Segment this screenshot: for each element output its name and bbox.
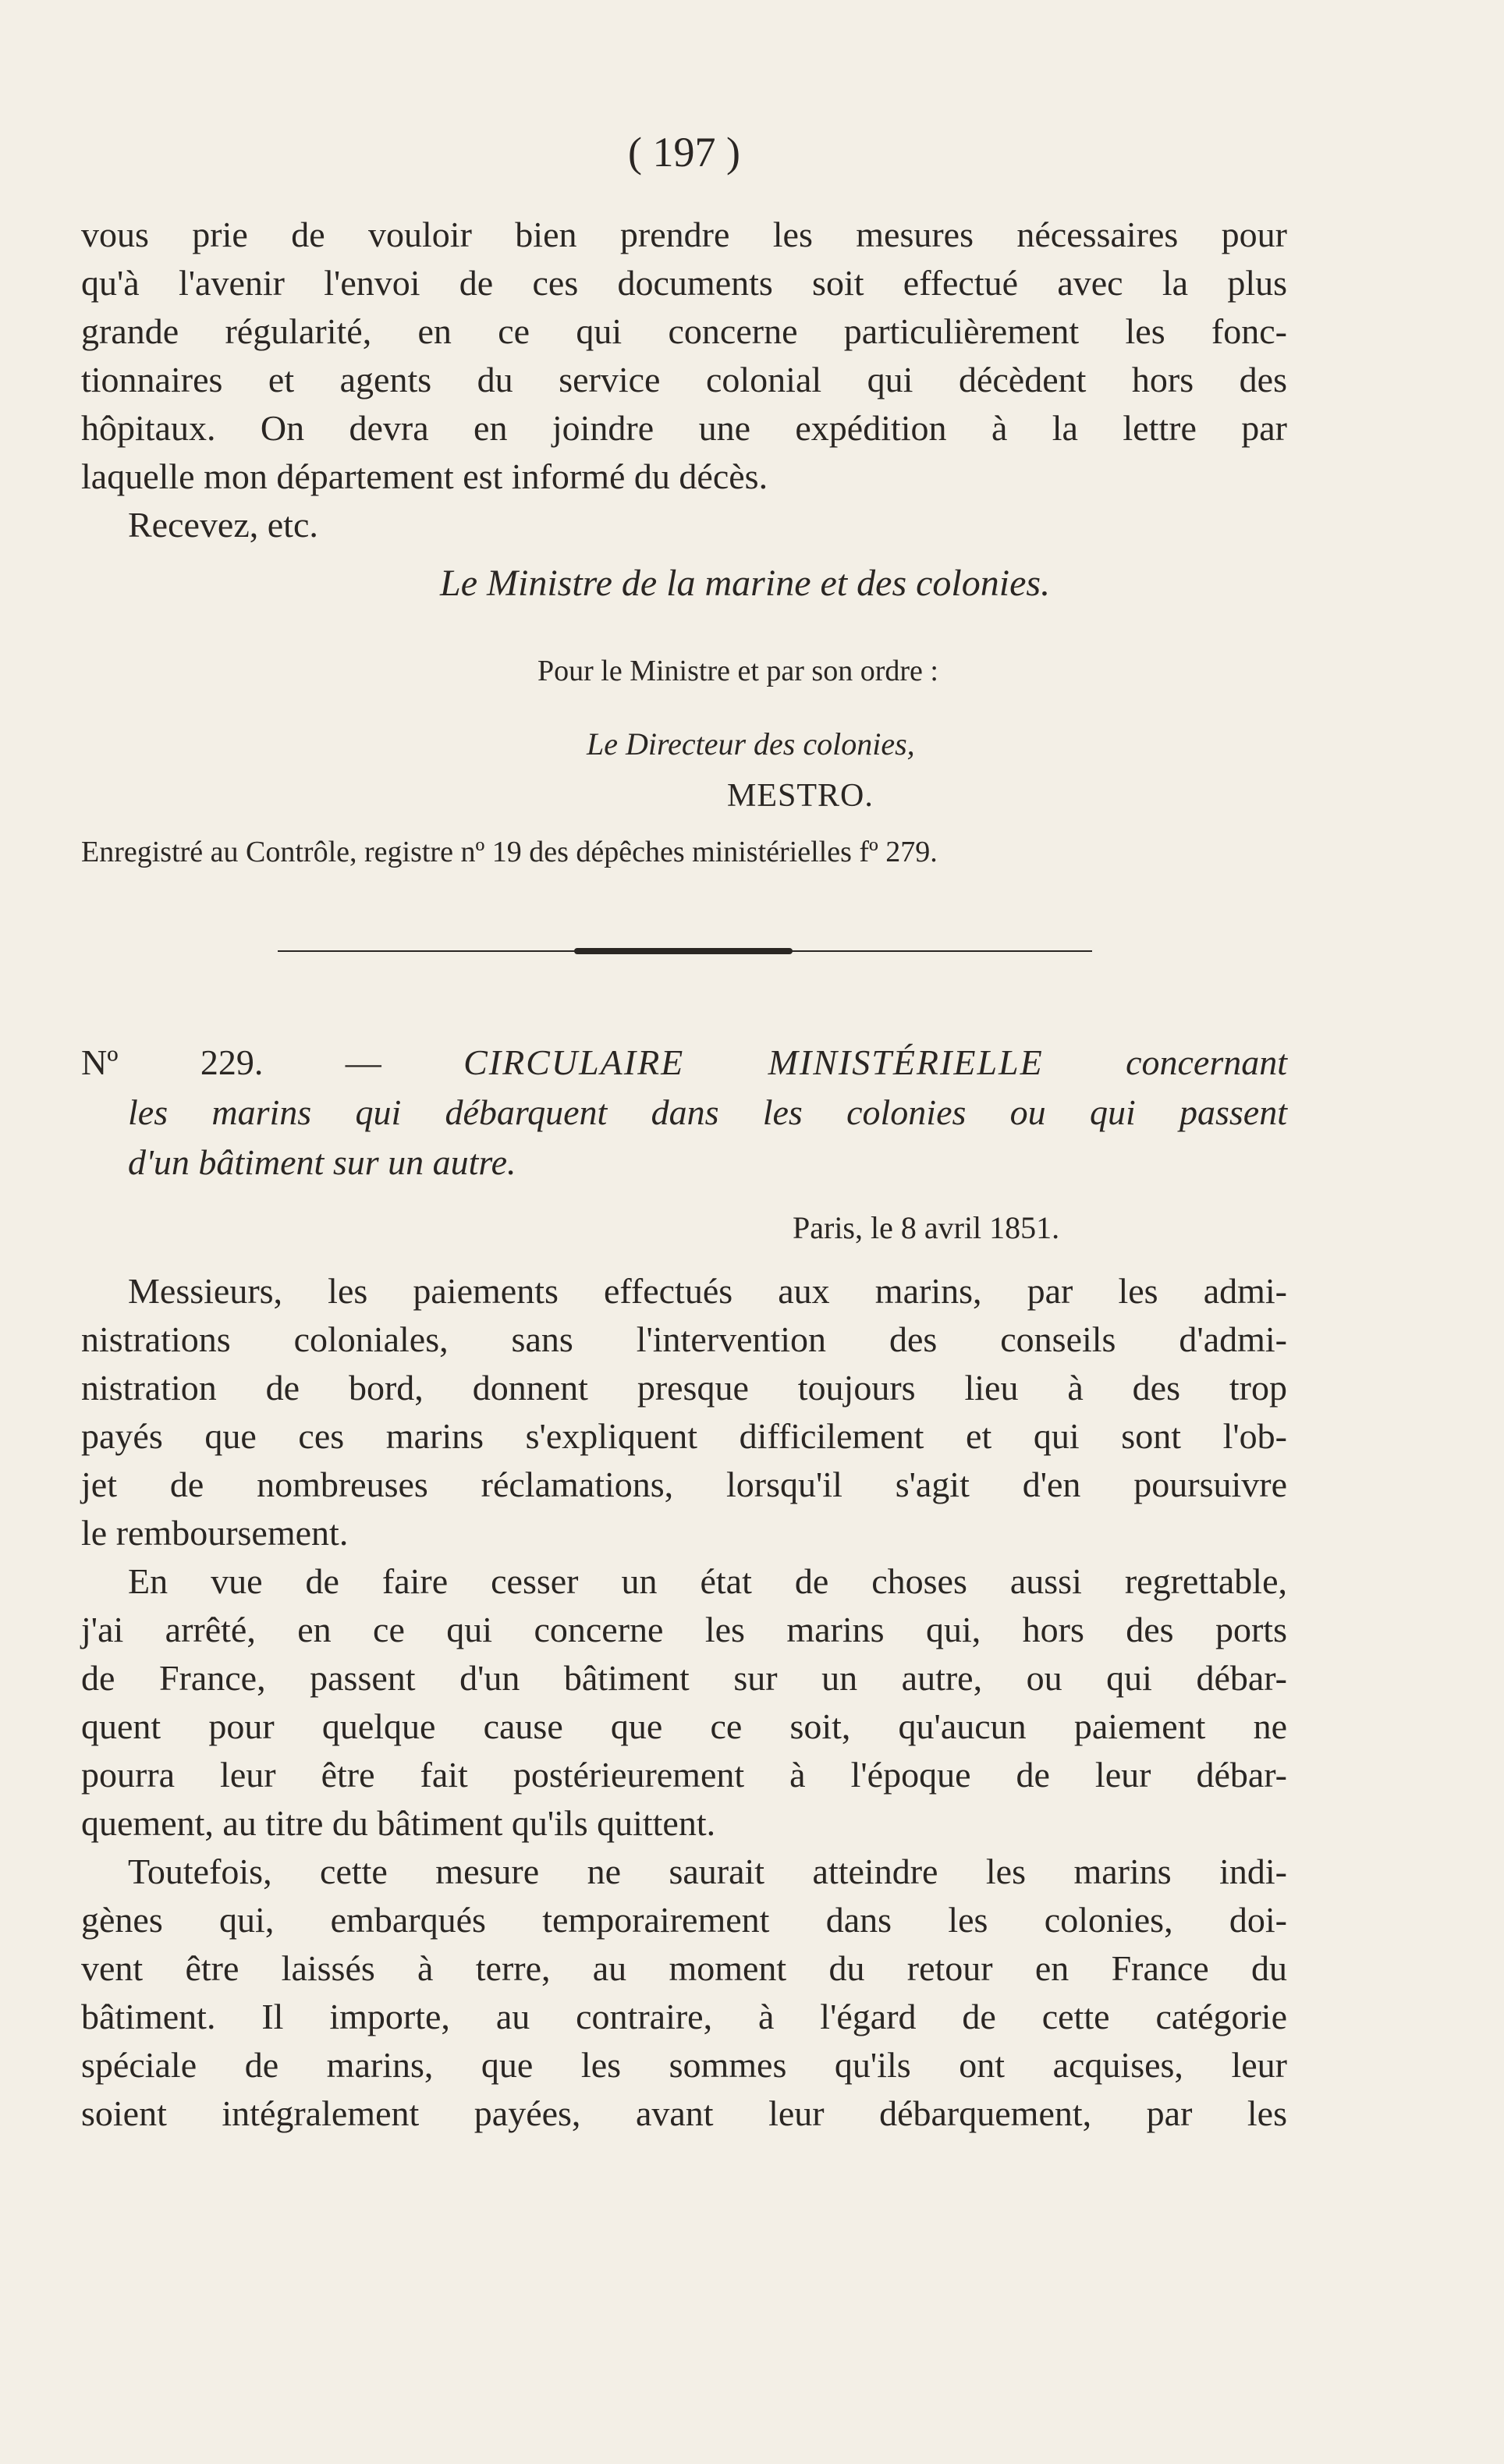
body-line: quent pour quelque cause que ce soit, qu'aucun paiement ne: [81, 1706, 1287, 1746]
page-number: ( 197 ): [628, 129, 740, 176]
signatory-name: MESTRO.: [727, 778, 874, 814]
body-line: nistration de bord, donnent presque toujours lieu à des trop: [81, 1368, 1287, 1408]
body-line: nistrations coloniales, sans l'intervention des conseils d'admi-: [81, 1319, 1287, 1359]
paragraph-line: qu'à l'avenir l'envoi de ces documents soit effectué avec la plus: [81, 263, 1287, 303]
body-line: En vue de faire cesser un état de choses aussi regrettable,: [128, 1561, 1287, 1601]
dateline: Paris, le 8 avril 1851.: [793, 1210, 1060, 1245]
circular-subject-start: concernant: [1126, 1042, 1288, 1082]
paragraph-line: grande régularité, en ce qui concerne particulièrement les fonc-: [81, 311, 1287, 351]
circular-number: Nº 229. —: [81, 1042, 381, 1082]
circular-body: [81, 1267, 1287, 2138]
section-divider: [278, 947, 1092, 955]
body-line: soient intégralement payées, avant leur débarquement, par les: [81, 2093, 1287, 2133]
circular-heading: [81, 1038, 1287, 1188]
paragraph-line: hôpitaux. On devra en joindre une expédition à la lettre par: [81, 408, 1287, 448]
body-line: gènes qui, embarqués temporairement dans les colonies, doi-: [81, 1900, 1287, 1940]
director-title: Le Directeur des colonies,: [587, 726, 915, 762]
registration-note: Enregistré au Contrôle, registre nº 19 des dépêches ministérielles fº 279.: [81, 836, 938, 868]
paragraph-line: laquelle mon département est informé du décès.: [81, 456, 768, 496]
body-line: payés que ces marins s'expliquent difficilement et qui sont l'ob-: [81, 1416, 1287, 1456]
on-behalf-line: Pour le Ministre et par son ordre :: [537, 655, 938, 687]
body-line: Messieurs, les paiements effectués aux marins, par les admi-: [128, 1271, 1287, 1311]
circular-title: CIRCULAIRE MINISTÉRIELLE: [463, 1042, 1044, 1082]
closing-formula: Recevez, etc.: [128, 505, 318, 545]
paragraph-line: tionnaires et agents du service colonial qui décèdent hors des: [81, 360, 1287, 399]
body-line: spéciale de marins, que les sommes qu'ils ont acquises, leur: [81, 2045, 1287, 2085]
circular-subject-end: d'un bâtiment sur un autre.: [128, 1142, 516, 1182]
body-line: vent être laissés à terre, au moment du retour en France du: [81, 1948, 1287, 1988]
minister-title: Le Ministre de la marine et des colonies.: [440, 563, 1051, 604]
top-paragraph: [81, 211, 1287, 549]
body-line: le remboursement.: [81, 1513, 349, 1553]
body-line: quement, au titre du bâtiment qu'ils quittent.: [81, 1803, 716, 1843]
paragraph-line: vous prie de vouloir bien prendre les mesures nécessaires pour: [81, 215, 1287, 254]
body-line: pourra leur être fait postérieurement à l'époque de leur débar-: [81, 1755, 1287, 1795]
body-line: bâtiment. Il importe, au contraire, à l'égard de cette catégorie: [81, 1997, 1287, 2036]
body-line: jet de nombreuses réclamations, lorsqu'il s'agit d'en poursuivre: [81, 1465, 1287, 1504]
body-line: Toutefois, cette mesure ne saurait atteindre les marins indi-: [128, 1852, 1287, 1891]
body-line: j'ai arrêté, en ce qui concerne les marins qui, hors des ports: [81, 1610, 1287, 1649]
circular-subject: les marins qui débarquent dans les colonies ou qui passent: [128, 1092, 1287, 1132]
body-line: de France, passent d'un bâtiment sur un autre, ou qui débar-: [81, 1658, 1287, 1698]
